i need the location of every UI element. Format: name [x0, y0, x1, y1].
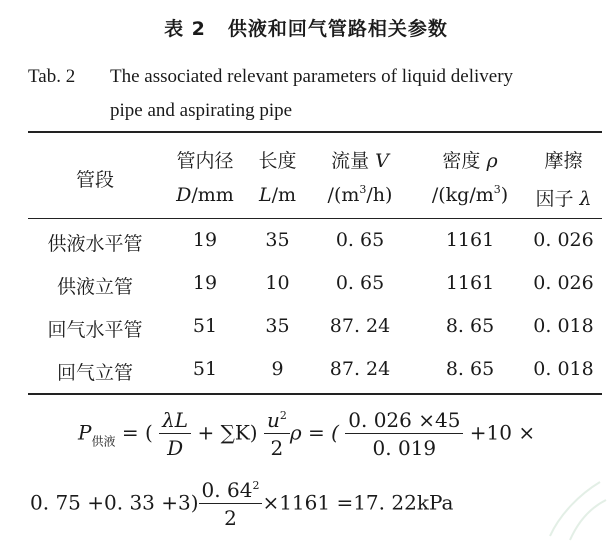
table-title-cn-text: 供液和回气管路相关参数 [227, 18, 448, 40]
formula-rho-eq: ρ = ( [289, 420, 339, 445]
header-length-cn: 长度 [258, 150, 297, 172]
header-density-unit: $/(kg/m^3)$ [431, 183, 509, 206]
table-title-en [28, 60, 608, 128]
header-diameter-cn: 管内径 [176, 150, 234, 172]
header-density-cn: 密度 ρ [442, 150, 498, 172]
table-bottom-rule [28, 393, 602, 395]
row-flow: 0. 65 [335, 229, 385, 251]
header-diameter-unit: D/mm [176, 184, 234, 206]
formula-plus-sum: + ∑K) [197, 420, 258, 445]
formula-line2-head: 0. 75 +0. 33 +3) [30, 490, 199, 515]
formula-lhs-symbol: P [78, 420, 92, 445]
row-length: 9 [271, 358, 284, 380]
formula-lhs-subscript: 供液 [91, 434, 116, 449]
table-title-en-line1: The associated relevant parameters of liquid delivery [110, 66, 514, 87]
header-length-unit: L/m [258, 184, 297, 206]
formula-line-1 [78, 408, 535, 460]
row-segment: 供液立管 [56, 276, 133, 298]
formula-fraction-lambda-l-d: $\frac{\lambda L}{D}$ [159, 408, 191, 460]
table-title-cn [0, 14, 612, 41]
row-segment: 回气立管 [56, 362, 133, 384]
header-flow-cn: 流量 V [331, 150, 389, 172]
row-friction: 0. 026 [533, 272, 594, 294]
row-segment: 供液水平管 [47, 233, 143, 255]
row-density: 8. 65 [445, 315, 495, 337]
table-header-rule [28, 218, 602, 219]
formula-fraction-values: $\frac{0. 026 \times 45}{0. 019}$ [345, 408, 463, 460]
row-density: 1161 [445, 229, 495, 251]
row-length: 35 [265, 315, 290, 337]
table-label-en: Tab. 2 [28, 66, 76, 87]
table-title-en-line2: pipe and aspirating pipe [110, 100, 293, 121]
table-label-cn: 表 2 [164, 18, 206, 40]
header-friction-cn: 摩擦 [544, 150, 583, 172]
row-friction: 0. 018 [533, 315, 594, 337]
row-friction: 0. 018 [533, 358, 594, 380]
row-diameter: 51 [192, 315, 218, 337]
row-flow: 87. 24 [329, 315, 391, 337]
formula-eq1: = ( [121, 420, 153, 445]
header-flow-unit: $/(m^3/h)$ [327, 183, 393, 206]
formula-tail-1: +10 × [469, 420, 536, 445]
row-flow: 87. 24 [329, 358, 391, 380]
row-length: 10 [265, 272, 290, 294]
formula-fraction-064: $\frac{0. 64^2}{2}$ [199, 478, 263, 530]
corner-watermark-icon [540, 474, 610, 544]
formula-fraction-u2-2: $\frac{u^2}{2}$ [264, 408, 290, 460]
formula-line2-tail: ×1161 =17. 22kPa [262, 490, 454, 515]
row-length: 35 [265, 229, 290, 251]
row-diameter: 19 [192, 272, 218, 294]
table-top-rule [28, 131, 602, 133]
row-friction: 0. 026 [533, 229, 594, 251]
row-density: 8. 65 [445, 358, 495, 380]
row-diameter: 19 [192, 229, 218, 251]
row-segment: 回气水平管 [47, 319, 143, 341]
row-flow: 0. 65 [335, 272, 385, 294]
header-friction-unit: 因子 λ [535, 188, 592, 210]
row-diameter: 51 [192, 358, 218, 380]
formula-line-2 [30, 478, 453, 530]
header-segment: 管段 [75, 169, 114, 191]
row-density: 1161 [445, 272, 495, 294]
